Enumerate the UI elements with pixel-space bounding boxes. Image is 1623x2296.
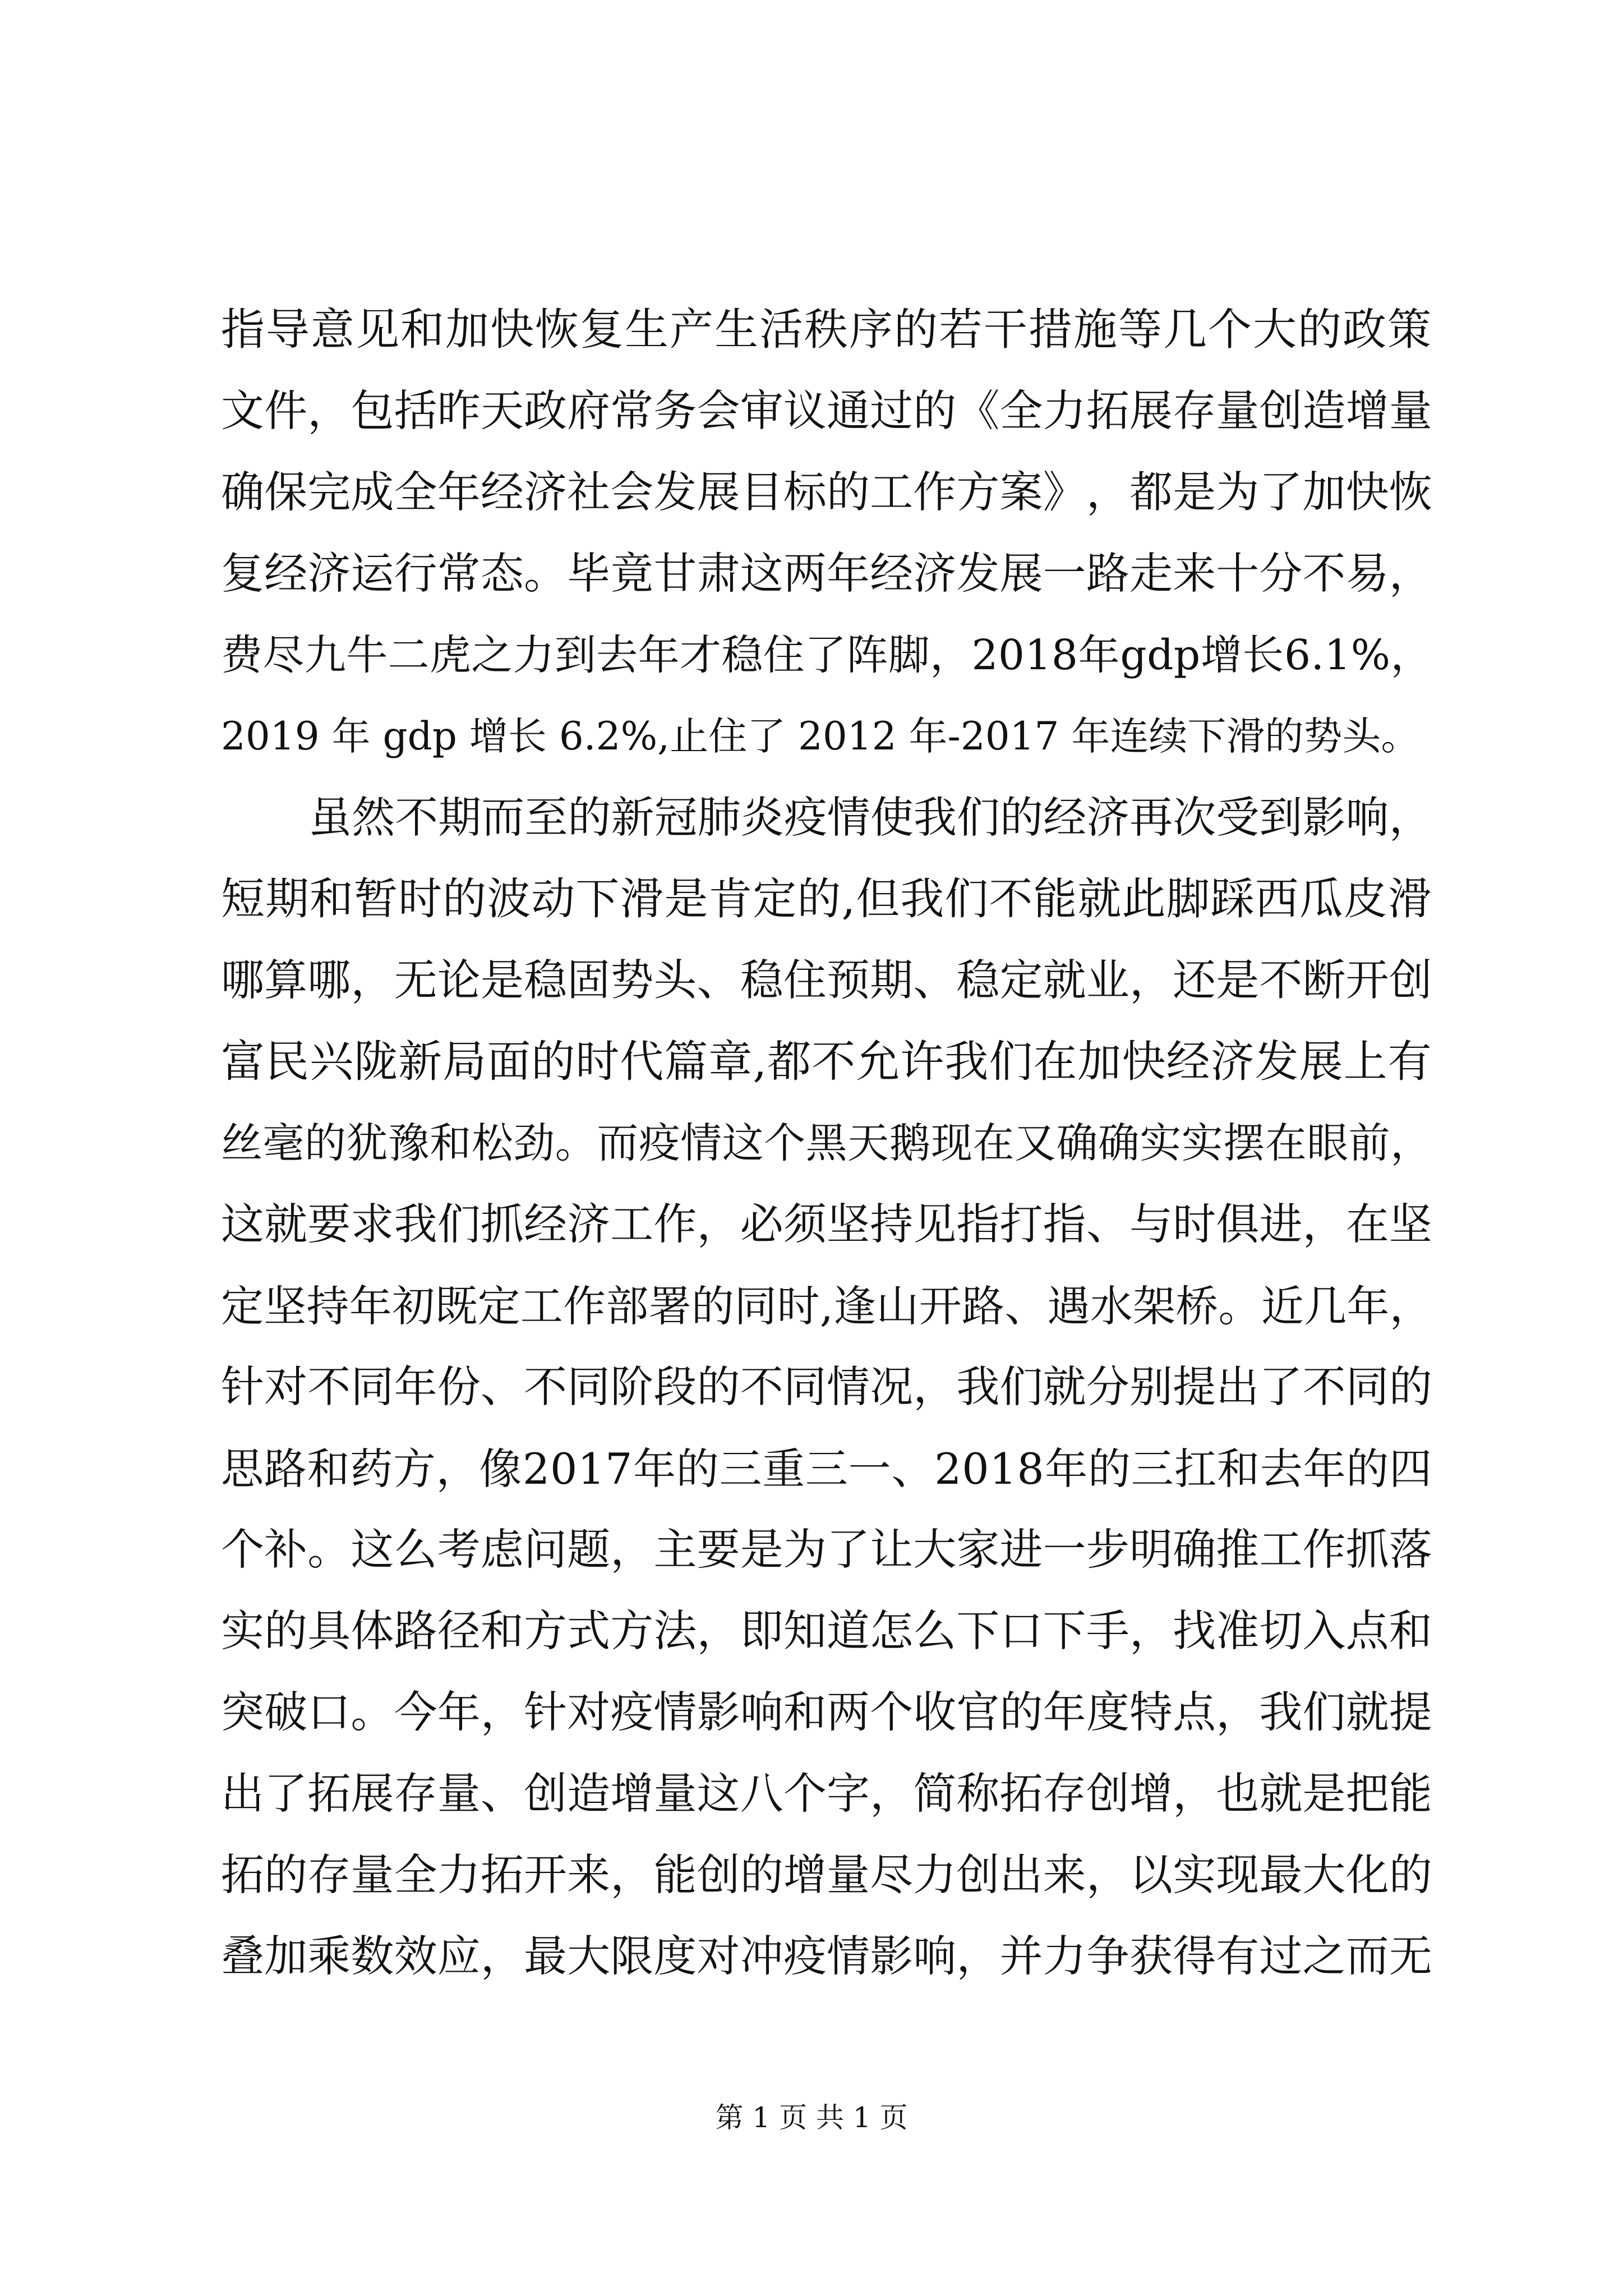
text-line: 确 保 完 成 全 年 经 济 社 会 发 展 目 标 的 工 作 方 案 》 ， 都 是 为 了 加 快 恢 [221, 468, 1432, 518]
text-line: 实 的 具 体 路 径 和 方 式 方 法 ， 即 知 道 怎 么 下 口 下 手 ， 找 准 切 入 点 和 [221, 1607, 1432, 1657]
text-line: 思 路 和 药 方 ， 像 2 0 1 7 年 的 三 重 三 一 、 2 0 1 8 年 的 三 扛 和 去 年 的 四 [221, 1444, 1432, 1494]
text-line: 短 期 和 暂 时 的 波 动 下 滑 是 肯 定 的 , 但 我 们 不 能 就 此 脚 踩 西 瓜 皮 滑 [221, 874, 1432, 924]
text-line: 定 坚 持 年 初 既 定 工 作 部 署 的 同 时 , 逢 山 开 路 、 遇 水 架 桥 。 近 几 年 ， [221, 1281, 1432, 1331]
text-line: 复 经 济 运 行 常 态 。 毕 竟 甘 肃 这 两 年 经 济 发 展 一 路 走 来 十 分 不 易 ， [221, 549, 1432, 599]
text-line: 文 件 ， 包 括 昨 天 政 府 常 务 会 审 议 通 过 的 《 全 力 拓 展 存 量 创 造 增 量 [221, 386, 1432, 436]
text-line: 针 对 不 同 年 份 、 不 同 阶 段 的 不 同 情 况 ， 我 们 就 分 别 提 出 了 不 同 的 [221, 1363, 1432, 1412]
page-number-label: 第 1 页 共 1 页 [715, 2101, 908, 2134]
text-line: 突 破 口 。 今 年 ， 针 对 疫 情 影 响 和 两 个 收 官 的 年 度 特 点 ， 我 们 就 提 [221, 1688, 1432, 1738]
text-line: 哪 算 哪 ， 无 论 是 稳 固 势 头 、 稳 住 预 期 、 稳 定 就 业 ， 还 是 不 断 开 创 [221, 956, 1432, 1006]
text-line: 费 尽 九 牛 二 虎 之 力 到 去 年 才 稳 住 了 阵 脚 ， 2 0 1 8 年 g d p 增 长 6 . 1 % ， [221, 631, 1432, 679]
body-text [221, 289, 1432, 1998]
text-line: 拓 的 存 量 全 力 拓 开 来 ， 能 创 的 增 量 尽 力 创 出 来 ， 以 实 现 最 大 化 的 [221, 1851, 1432, 1901]
text-line: 富 民 兴 陇 新 局 面 的 时 代 篇 章 , 都 不 允 许 我 们 在 加 快 经 济 发 展 上 有 [221, 1037, 1432, 1087]
text-line: 出 了 拓 展 存 量 、 创 造 增 量 这 八 个 字 ， 简 称 拓 存 创 增 ， 也 就 是 把 能 [221, 1769, 1432, 1819]
text-line: 个 补 。 这 么 考 虑 问 题 ， 主 要 是 为 了 让 大 家 进 一 步 明 确 推 工 作 抓 落 [221, 1525, 1432, 1575]
text-line: 指 导 意 见 和 加 快 恢 复 生 产 生 活 秩 序 的 若 干 措 施 等 几 个 大 的 政 策 [221, 305, 1432, 355]
text-line: 2019 年 gdp 增长 6.2%,止住了 2012 年-2017 年连续下滑的势头。 [221, 714, 1420, 759]
text-line: 这 就 要 求 我 们 抓 经 济 工 作 ， 必 须 坚 持 见 指 打 指 、 与 时 俱 进 ， 在 坚 [221, 1200, 1432, 1250]
text-line: 叠 加 乘 数 效 应 ， 最 大 限 度 对 冲 疫 情 影 响 ， 并 力 争 获 得 有 过 之 而 无 [221, 1932, 1432, 1982]
paragraph-first-line: 虽 然 不 期 而 至 的 新 冠 肺 炎 疫 情 使 我 们 的 经 济 再 次 受 到 影 响 ， [308, 793, 1432, 843]
page-footer [0, 2101, 1623, 2134]
text-line: 丝 毫 的 犹 豫 和 松 劲 。 而 疫 情 这 个 黑 天 鹅 现 在 又 确 确 实 实 摆 在 眼 前 ， [221, 1119, 1432, 1167]
